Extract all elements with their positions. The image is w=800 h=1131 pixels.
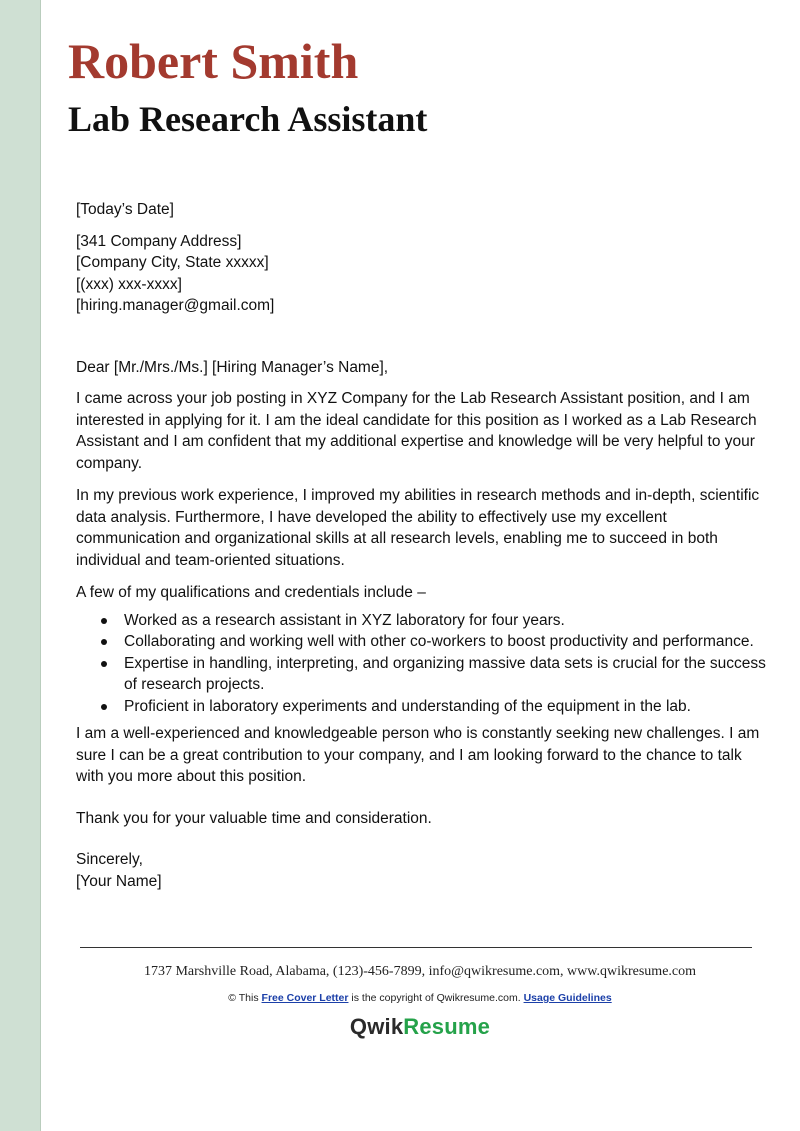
copyright-middle: is the copyright of Qwikresume.com. xyxy=(351,992,521,1004)
qualifications-intro: A few of my qualifications and credentials include – xyxy=(76,584,426,601)
address-line: [341 Company Address] xyxy=(76,232,242,250)
recipient-address xyxy=(76,231,766,317)
applicant-name: Robert Smith xyxy=(68,33,359,89)
decorative-side-bar xyxy=(0,0,41,1131)
address-line: [(xxx) xxx-xxxx] xyxy=(76,275,182,293)
job-title: Lab Research Assistant xyxy=(68,99,428,139)
letter-body xyxy=(76,199,766,892)
paragraph-closing: I am a well-experienced and knowledgeable person who is constantly seeking new challenges. I am sure I can be a great contribution to your company, and I am looking forward to the chance to talk with you more about this position. xyxy=(76,725,760,785)
copyright-prefix: © This xyxy=(228,992,259,1004)
letter-date: [Today’s Date] xyxy=(76,201,174,218)
signature-name: [Your Name] xyxy=(76,872,162,890)
usage-guidelines-link[interactable]: Usage Guidelines xyxy=(523,992,612,1004)
closing: Sincerely, xyxy=(76,851,143,868)
logo-resume: Resume xyxy=(403,1014,491,1039)
footer-contact: 1737 Marshville Road, Alabama, (123)-456-7899, info@qwikresume.com, www.qwikresume.com xyxy=(143,964,697,979)
footer-divider xyxy=(80,947,752,948)
salutation: Dear [Mr./Mrs./Ms.] [Hiring Manager’s Name], xyxy=(76,358,389,376)
paragraph-intro: I came across your job posting in XYZ Company for the Lab Research Assistant position, and I am interested in applying for it. I am the ideal candidate for this position as I worked as a Lab Research Assistant and I am confident that my additional expertise and knowledge will be very helpful to your company. xyxy=(76,390,757,472)
address-line: [hiring.manager@gmail.com] xyxy=(76,297,275,314)
paragraph-experience: In my previous work experience, I improved my abilities in research methods and in-depth, scientific data analysis. Furthermore, I have developed the ability to effectively use my excellent communication and organizational skills at all research levels, enabling me to succeed in both individual and team-oriented situations. xyxy=(76,487,760,569)
address-line: [Company City, State xxxxx] xyxy=(76,254,269,271)
copyright-notice xyxy=(40,991,800,1005)
qualifications-list xyxy=(76,610,766,718)
list-item: Worked as a research assistant in XYZ laboratory for four years. xyxy=(76,610,766,632)
free-cover-letter-link[interactable]: Free Cover Letter xyxy=(261,992,349,1004)
thanks-line: Thank you for your valuable time and consideration. xyxy=(76,809,432,827)
logo-qwik: Qwik xyxy=(349,1014,404,1039)
list-item: Collaborating and working well with other co-workers to boost productivity and performance. xyxy=(76,631,766,653)
qwikresume-logo[interactable] xyxy=(40,1012,800,1042)
list-item: Expertise in handling, interpreting, and organizing massive data sets is crucial for the success of research projects. xyxy=(76,653,766,696)
list-item: Proficient in laboratory experiments and understanding of the equipment in the lab. xyxy=(76,696,766,718)
